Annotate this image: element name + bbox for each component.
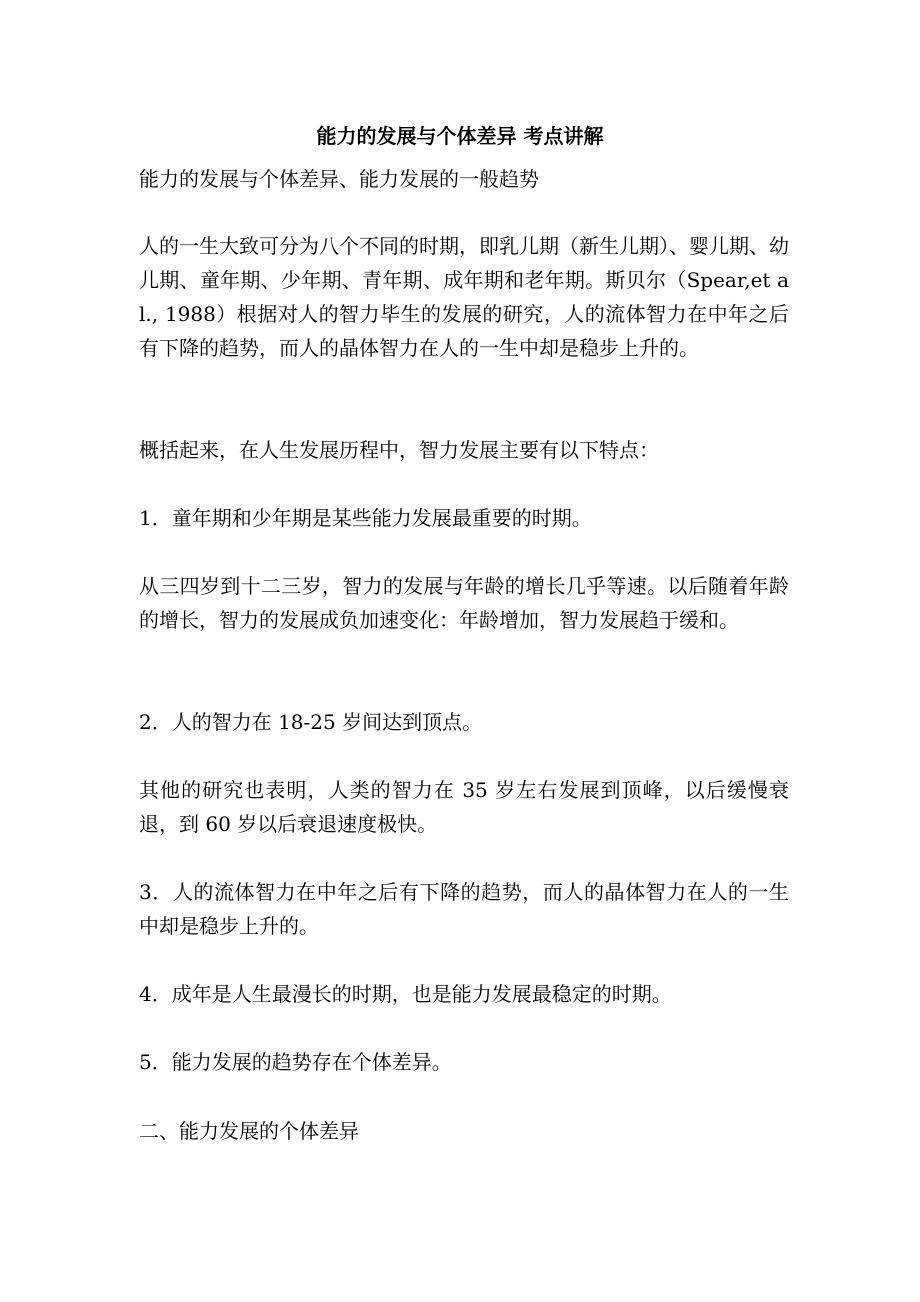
point-2: 2．人的智力在 18-25 岁间达到顶点。 (139, 710, 483, 734)
point-1: 1．童年期和少年期是某些能力发展最重要的时期。 (139, 506, 592, 530)
point-1-detail: 从三四岁到十二三岁，智力的发展与年龄的增长几乎等速。以后随着年龄的增长，智力的发展成负加速变化：年龄增加，智力发展趋于缓和。 (139, 574, 789, 632)
point-3: 3．人的流体智力在中年之后有下降的趋势，而人的晶体智力在人的一生中却是稳步上升的。 (139, 880, 789, 938)
subtitle-paragraph: 能力的发展与个体差异、能力发展的一般趋势 (139, 167, 539, 191)
summary-paragraph: 概括起来，在人生发展历程中，智力发展主要有以下特点： (139, 438, 659, 462)
point-2-detail: 其他的研究也表明，人类的智力在 35 岁左右发展到顶峰，以后缓慢衰退，到 60 岁以后衰退速度极快。 (139, 778, 789, 836)
point-4: 4．成年是人生最漫长的时期，也是能力发展最稳定的时期。 (139, 982, 672, 1006)
point-5: 5．能力发展的趋势存在个体差异。 (139, 1050, 452, 1074)
section-2-heading: 二、能力发展的个体差异 (139, 1119, 359, 1143)
page-title: 能力的发展与个体差异 考点讲解 (316, 124, 604, 148)
intro-paragraph: 人的一生大致可分为八个不同的时期，即乳儿期（新生儿期）、婴儿期、幼儿期、童年期、少年期、青年期、成年期和老年期。斯贝尔（Spear,et al., 1988）根据对人的智力毕生的发展的研究，人的流体智力在中年之后有下降的趋势，而人的晶体智力在人的一生中却是稳步上升的。 (139, 234, 789, 360)
